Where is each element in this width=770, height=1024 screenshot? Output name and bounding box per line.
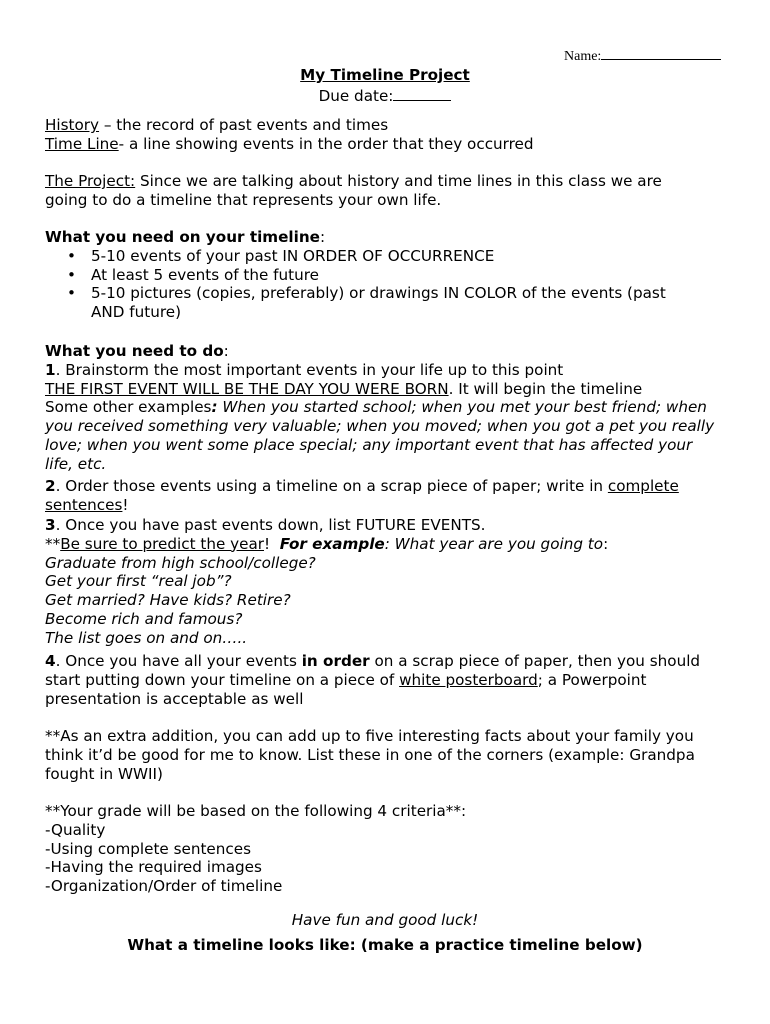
project-term: The Project:	[45, 172, 136, 190]
due-date-label: Due date:	[318, 87, 394, 105]
step-2-underlined: complete sentences	[45, 477, 679, 514]
history-term: History	[45, 116, 100, 134]
due-date-blank	[393, 87, 451, 101]
name-field	[564, 46, 721, 65]
grading-criteria	[45, 802, 735, 896]
first-event-note	[45, 380, 715, 399]
step-1	[45, 361, 715, 380]
definition-history	[45, 116, 735, 135]
todo-section	[45, 342, 715, 474]
step-4-number: 4	[45, 652, 56, 670]
list-item: Become rich and famous?	[45, 609, 243, 628]
step-3	[45, 516, 715, 535]
needs-heading	[45, 228, 695, 247]
list-item-text: 5-10 pictures (copies, preferably) or drawings IN COLOR of the events (past AND future)	[91, 284, 666, 322]
bullet-icon: •	[67, 246, 76, 265]
examples-colon: :	[211, 398, 218, 417]
extra-addition: **As an extra addition, you can add up to five interesting facts about your family you think it’d be good for me to know. List these in one of the corners (example: Grandpa fought in WWII)	[45, 727, 695, 783]
timeline-term: Time Line	[45, 134, 119, 153]
examples	[45, 398, 715, 473]
predict-note	[45, 535, 715, 554]
name-label: Name:	[564, 49, 602, 64]
step-2-number: 2	[45, 477, 56, 495]
step-2	[45, 477, 715, 515]
todo-heading-colon: :	[223, 342, 229, 360]
needs-heading-text: What you need on your timeline	[45, 228, 320, 246]
step-2-end: !	[122, 495, 129, 514]
list-item	[45, 247, 695, 266]
bullet-icon: •	[67, 265, 76, 284]
step-4	[45, 652, 730, 708]
list-item: Graduate from high school/college?	[45, 553, 316, 572]
for-example-text: : What year are you going to	[384, 534, 604, 553]
step-4-text-a: . Once you have all your events	[55, 652, 302, 670]
examples-lead: Some other examples	[45, 398, 212, 417]
definitions	[45, 116, 735, 154]
timeline-heading: What a timeline looks like: (make a practice timeline below)	[127, 936, 643, 954]
step-4-underlined: white posterboard	[399, 670, 538, 689]
grading-heading: **Your grade will be based on the following 4 criteria**:	[45, 802, 467, 820]
timeline-definition: - a line showing events in the order that they occurred	[118, 134, 534, 153]
project-description	[45, 172, 705, 210]
list-item-text: 5-10 events of your past IN ORDER OF OCCURRENCE	[91, 246, 495, 265]
step-2-text: . Order those events using a timeline on a scrap piece of paper; write in	[55, 477, 608, 495]
history-definition: – the record of past events and times	[99, 116, 389, 134]
needs-heading-colon: :	[319, 228, 326, 246]
closing-message: Have fun and good luck!	[291, 911, 479, 929]
step-3-number: 3	[45, 516, 56, 534]
predict-post: !	[264, 534, 280, 553]
needs-section	[45, 228, 695, 322]
bullet-icon: •	[67, 284, 76, 303]
list-item	[45, 284, 695, 322]
todo-heading	[45, 342, 715, 361]
predict-underlined: Be sure to predict the year	[60, 534, 264, 553]
step-1-number: 1	[45, 360, 56, 379]
examples-text: When you started school; when you met your best friend; when you received something very valuable; when you moved; when you got a pet you really love; when you went some place special; any important event that has affected your life, etc.	[45, 398, 715, 473]
list-item: Get married? Have kids? Retire?	[45, 591, 291, 610]
step-3-text: . Once you have past events down, list FUTURE EVENTS.	[55, 516, 486, 534]
list-item	[45, 266, 695, 285]
predict-prefix: **	[45, 534, 61, 553]
step-4-text-b: on a scrap piece of paper, then you should start putting down your timeline on a piece of	[45, 652, 701, 689]
todo-heading-text: What you need to do	[45, 342, 224, 360]
list-item: The list goes on and on…..	[45, 628, 248, 647]
step-1-text: . Brainstorm the most important events in your life up to this point	[55, 360, 564, 379]
for-example-label: For example	[279, 534, 385, 553]
list-item: Get your first “real job”?	[45, 572, 232, 591]
list-item-text: At least 5 events of the future	[91, 265, 319, 284]
step-3-section	[45, 516, 715, 648]
step-4-bold: in order	[301, 652, 370, 670]
needs-list	[45, 247, 695, 322]
name-blank-line	[601, 46, 721, 60]
due-date	[0, 87, 770, 106]
step-4-text-c: ; a Powerpoint presentation is acceptable as well	[45, 670, 647, 708]
first-event-text: THE FIRST EVENT WILL BE THE DAY YOU WERE BORN	[45, 379, 449, 398]
page-title: My Timeline Project	[300, 66, 470, 84]
first-event-rest: . It will begin the timeline	[448, 379, 643, 398]
list-item: -Organization/Order of timeline	[45, 877, 283, 896]
list-item: -Using complete sentences	[45, 839, 252, 858]
list-item: -Quality	[45, 820, 106, 839]
list-item: -Having the required images	[45, 858, 262, 877]
project-text: Since we are talking about history and time lines in this class we are going to do a timeline that represents your own life.	[45, 172, 662, 209]
definition-timeline	[45, 135, 735, 154]
for-example-colon: :	[603, 534, 609, 553]
